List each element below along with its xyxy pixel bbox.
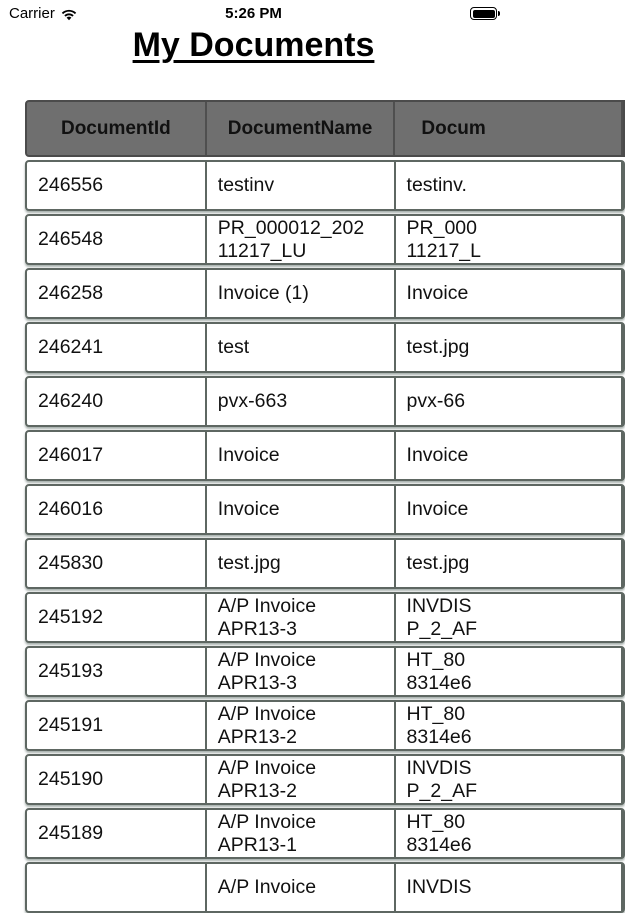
- cell-document-file: HT_80 8314e6: [396, 702, 623, 749]
- cell-document-file: HT_80 8314e6: [396, 810, 623, 857]
- column-header-documentid[interactable]: DocumentId: [27, 102, 207, 155]
- cell-document-id: 245190: [27, 756, 207, 803]
- cell-document-file: testinv.: [396, 162, 623, 209]
- cell-document-file: INVDIS P_2_AF: [396, 594, 623, 641]
- cell-document-name: test: [207, 324, 396, 371]
- cell-document-id: 246241: [27, 324, 207, 371]
- cell-document-file: test.jpg: [396, 324, 623, 371]
- cell-document-name: A/P Invoice APR13-1: [207, 810, 396, 857]
- table-row[interactable]: [25, 268, 625, 319]
- cell-document-id: 245192: [27, 594, 207, 641]
- documents-table-content: [25, 100, 625, 913]
- column-header-docum[interactable]: Docum: [395, 102, 623, 155]
- cell-document-name: PR_000012_202 11217_LU: [207, 216, 396, 263]
- table-row[interactable]: [25, 538, 625, 589]
- table-row[interactable]: [25, 322, 625, 373]
- cell-document-name: Invoice: [207, 486, 396, 533]
- cell-document-id: 246016: [27, 486, 207, 533]
- cell-document-id: [27, 864, 207, 911]
- table-row[interactable]: [25, 754, 625, 805]
- status-bar: [0, 0, 507, 28]
- cell-document-id: 246240: [27, 378, 207, 425]
- cell-document-file: INVDIS: [396, 864, 623, 911]
- cell-document-name: A/P Invoice APR13-2: [207, 756, 396, 803]
- table-row[interactable]: [25, 592, 625, 643]
- table-row[interactable]: [25, 700, 625, 751]
- table-row[interactable]: [25, 214, 625, 265]
- cell-document-id: 245830: [27, 540, 207, 587]
- cell-document-file: Invoice: [396, 486, 623, 533]
- cell-document-name: A/P Invoice: [207, 864, 396, 911]
- cell-document-name: A/P Invoice APR13-2: [207, 702, 396, 749]
- documents-table[interactable]: [25, 100, 486, 898]
- cell-document-file: HT_80 8314e6: [396, 648, 623, 695]
- cell-document-file: Invoice: [396, 270, 623, 317]
- cell-document-id: 245191: [27, 702, 207, 749]
- table-header: [25, 100, 625, 157]
- cell-document-id: 246556: [27, 162, 207, 209]
- table-row[interactable]: [25, 376, 625, 427]
- cell-document-id: 245193: [27, 648, 207, 695]
- clock: 5:26 PM: [225, 5, 282, 22]
- cell-document-file: PR_000 11217_L: [396, 216, 623, 263]
- table-row[interactable]: [25, 430, 625, 481]
- table-row[interactable]: [25, 646, 625, 697]
- table-row[interactable]: [25, 484, 625, 535]
- cell-document-name: pvx-663: [207, 378, 396, 425]
- cell-document-name: testinv: [207, 162, 396, 209]
- cell-document-file: Invoice: [396, 432, 623, 479]
- column-header-documentname[interactable]: DocumentName: [207, 102, 396, 155]
- table-row[interactable]: [25, 160, 625, 211]
- table-row[interactable]: [25, 862, 625, 913]
- battery-icon: [470, 7, 497, 20]
- cell-document-name: A/P Invoice APR13-3: [207, 648, 396, 695]
- cell-document-name: A/P Invoice APR13-3: [207, 594, 396, 641]
- table-row[interactable]: [25, 808, 625, 859]
- cell-document-file: INVDIS P_2_AF: [396, 756, 623, 803]
- battery-level: [473, 10, 495, 18]
- cell-document-file: test.jpg: [396, 540, 623, 587]
- page-title: My Documents: [132, 26, 375, 64]
- carrier-label: Carrier: [9, 5, 55, 22]
- cell-document-file: pvx-66: [396, 378, 623, 425]
- cell-document-id: 245189: [27, 810, 207, 857]
- cell-document-name: test.jpg: [207, 540, 396, 587]
- cell-document-id: 246017: [27, 432, 207, 479]
- cell-document-id: 246258: [27, 270, 207, 317]
- cell-document-name: Invoice: [207, 432, 396, 479]
- cell-document-name: Invoice (1): [207, 270, 396, 317]
- cell-document-id: 246548: [27, 216, 207, 263]
